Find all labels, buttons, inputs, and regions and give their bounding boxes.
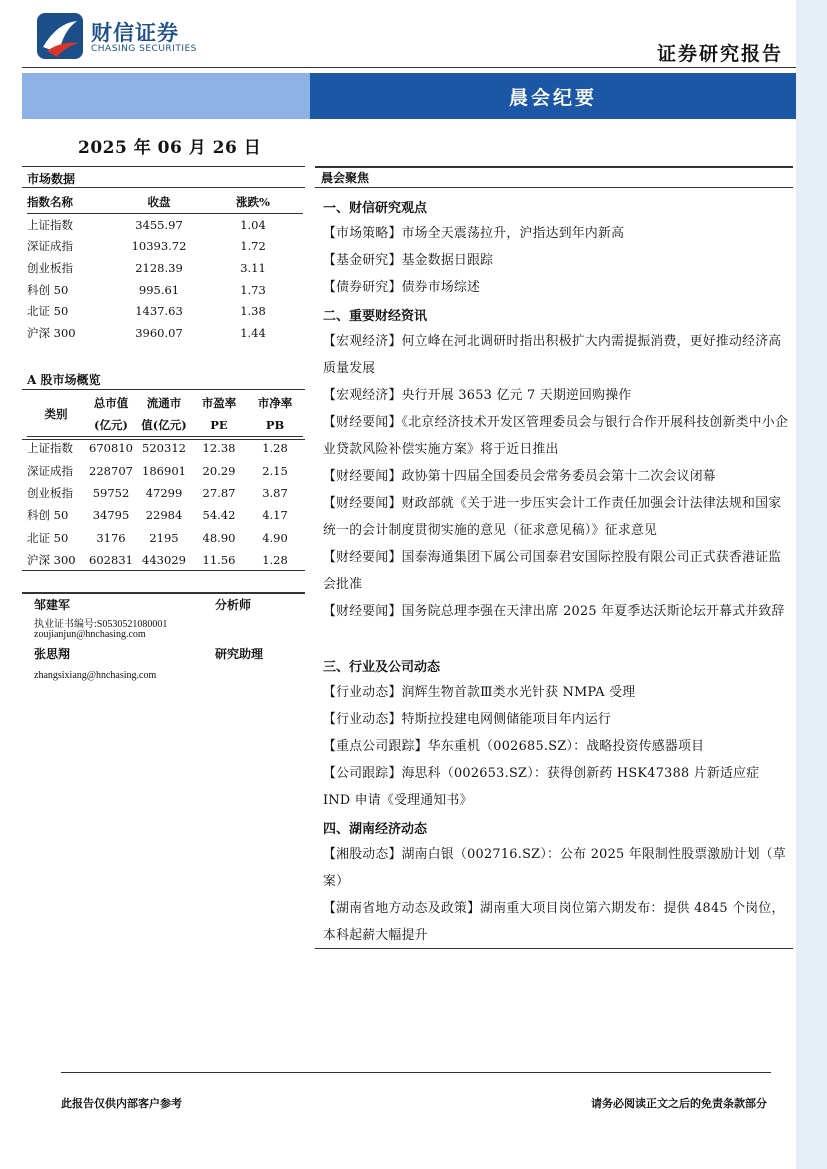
banner-left-block — [22, 73, 310, 119]
focus-section-heading: 四、湖南经济动态 — [323, 822, 428, 837]
analyst-role: 分析师 — [215, 598, 252, 612]
table-row — [27, 214, 303, 236]
title-banner — [22, 73, 796, 119]
column-header: 市净率 PB — [257, 396, 293, 432]
table-cell: 1.28 — [262, 441, 288, 456]
column-header: 收盘 — [115, 191, 203, 214]
table-row — [27, 482, 303, 504]
table-cell: 4.17 — [262, 508, 288, 523]
table-cell: 科创 50 — [27, 508, 69, 523]
assistant-role: 研究助理 — [215, 647, 264, 661]
divider — [22, 187, 305, 188]
table-row — [27, 322, 303, 344]
table-cell: 2128.39 — [135, 260, 183, 275]
table-cell: 北证 50 — [27, 530, 69, 545]
table-cell: 创业板指 — [27, 485, 73, 500]
footer-left-note: 此报告仅供内部客户参考 — [61, 1097, 182, 1110]
focus-item[interactable]: 【宏观经济】何立峰在河北调研时指出积极扩大内需提振消费，更好推动经济高质量发展 — [323, 334, 782, 376]
footer-right-note: 请务必阅读正文之后的免责条款部分 — [591, 1097, 767, 1110]
table-row — [27, 459, 303, 481]
table-cell: 186901 — [142, 463, 186, 478]
focus-item[interactable]: 【财经要闻】国务院总理李强在天津出席 2025 年夏季达沃斯论坛开幕式并致辞 — [323, 604, 785, 619]
analyst-email[interactable]: zoujianjun@hnchasing.com — [34, 629, 146, 640]
table-cell: 995.61 — [138, 282, 180, 297]
table-cell: 34795 — [92, 508, 130, 523]
table-row — [27, 257, 303, 279]
table-cell: 3.87 — [262, 485, 288, 500]
divider — [315, 166, 793, 168]
table-cell: 上证指数 — [27, 441, 73, 456]
table-cell: 1.73 — [240, 282, 266, 297]
table-row — [27, 279, 303, 301]
focus-item[interactable]: 【湘股动态】湖南白银（002716.SZ）：公布 2025 年限制性股票激励计划（草案） — [323, 847, 786, 889]
focus-item[interactable]: 【行业动态】特斯拉投建电网侧储能项目年内运行 — [323, 712, 612, 727]
focus-item[interactable]: 【基金研究】基金数据日跟踪 — [323, 253, 494, 268]
divider — [315, 948, 793, 949]
focus-item[interactable]: 【行业动态】润辉生物首款Ⅲ类水光针获 NMPA 受理 — [323, 685, 636, 700]
brand-name-en: CHASING SECURITIES — [91, 44, 197, 54]
table-row — [27, 236, 303, 258]
brand-name-cn: 财信证券 — [91, 21, 179, 45]
focus-item[interactable]: 【湖南省地方动态及政策】湖南重大项目岗位第六期发布：提供 4845 个岗位，本科起薪大幅提升 — [323, 901, 785, 943]
divider — [22, 570, 305, 571]
column-header: 类别 — [44, 407, 68, 421]
divider — [22, 166, 305, 167]
table-cell: 59752 — [92, 485, 130, 500]
table-cell: 1.44 — [240, 325, 266, 340]
a-share-table — [27, 392, 303, 571]
table-header-row — [27, 191, 303, 214]
table-cell: 11.56 — [202, 553, 236, 568]
table-header-row — [27, 392, 303, 437]
page-side-strip — [796, 0, 827, 1169]
focus-item[interactable]: 【重点公司跟踪】华东重机（002685.SZ）：战略投资传感器项目 — [323, 739, 705, 754]
market-data-table — [27, 191, 303, 344]
focus-item[interactable]: 【财经要闻】财政部就《关于进一步压实会计工作责任加强会计法律法规和国家统一的会计制度贯彻实施的意见（征求意见稿）》征求意见 — [323, 496, 782, 538]
assistant-name: 张思翔 — [34, 647, 71, 661]
table-row — [27, 504, 303, 526]
table-cell: 科创 50 — [27, 282, 69, 297]
divider — [22, 439, 305, 440]
a-share-title: A 股市场概览 — [27, 373, 101, 387]
column-header: 涨跌% — [203, 191, 303, 214]
divider — [22, 389, 305, 390]
focus-item[interactable]: 【财经要闻】国泰海通集团下属公司国泰君安国际控股有限公司正式获香港证监会批准 — [323, 550, 782, 592]
company-logo — [37, 13, 247, 61]
table-cell: 4.90 — [262, 530, 288, 545]
analyst-license: 执业证书编号:S0530521080001 — [34, 619, 168, 630]
table-cell: 1.04 — [240, 217, 266, 232]
column-header: 指数名称 — [27, 191, 115, 214]
focus-item[interactable]: 【债券研究】债券市场综述 — [323, 280, 481, 295]
table-cell: 10393.72 — [131, 239, 187, 254]
footer-divider — [61, 1072, 771, 1073]
report-type: 证券研究报告 — [656, 43, 783, 65]
focus-item[interactable]: 【宏观经济】央行开展 3653 亿元 7 天期逆回购操作 — [323, 388, 632, 403]
table-cell: 47299 — [145, 485, 183, 500]
table-cell: 48.90 — [202, 530, 236, 545]
table-cell: 上证指数 — [27, 217, 73, 232]
table-cell: 443029 — [142, 553, 186, 568]
table-cell: 2195 — [149, 530, 179, 545]
column-header: 市盈率 PE — [201, 396, 237, 432]
table-cell: 创业板指 — [27, 260, 73, 275]
column-header: 总市值 (亿元) — [93, 396, 129, 432]
focus-item[interactable]: 【财经要闻】《北京经济技术开发区管理委员会与银行合作开展科技创新类中小企业贷款风险补偿实施方案》将于近日推出 — [323, 415, 789, 457]
table-cell: 深证成指 — [27, 239, 73, 254]
table-cell: 沪深 300 — [27, 325, 76, 340]
logo-mark-icon — [37, 13, 83, 59]
table-row — [27, 549, 303, 571]
focus-item[interactable]: 【财经要闻】政协第十四届全国委员会常务委员会第十二次会议闭幕 — [323, 469, 716, 484]
table-cell: 54.42 — [202, 508, 236, 523]
report-date: 2025 年 06 月 26 日 — [78, 138, 262, 158]
table-cell: 1.38 — [240, 304, 266, 319]
focus-section-heading: 一、财信研究观点 — [323, 201, 428, 216]
table-cell: 3176 — [96, 530, 126, 545]
table-cell: 22984 — [145, 508, 183, 523]
focus-item[interactable]: 【公司跟踪】海思科（002653.SZ）：获得创新药 HSK47388 片新适应症 IND 申请《受理通知书》 — [323, 766, 760, 808]
table-row — [27, 527, 303, 549]
table-cell: 1.28 — [262, 553, 288, 568]
divider — [22, 592, 305, 594]
assistant-email[interactable]: zhangsixiang@hnchasing.com — [34, 670, 157, 681]
table-cell: 3.11 — [240, 260, 266, 275]
focus-section-heading: 二、重要财经资讯 — [323, 309, 428, 324]
table-cell: 228707 — [89, 463, 133, 478]
table-cell: 520312 — [142, 441, 186, 456]
table-cell: 1437.63 — [135, 304, 183, 319]
table-cell: 602831 — [89, 553, 133, 568]
table-cell: 2.15 — [262, 463, 288, 478]
table-cell: 3960.07 — [135, 325, 183, 340]
table-cell: 12.38 — [202, 441, 236, 456]
table-cell: 沪深 300 — [27, 553, 76, 568]
header-divider — [22, 67, 796, 68]
table-cell: 深证成指 — [27, 463, 73, 478]
column-header: 流通市 值(亿元) — [141, 396, 187, 432]
table-cell: 27.87 — [202, 485, 236, 500]
analyst-name: 邹建军 — [34, 598, 71, 612]
table-cell: 北证 50 — [27, 304, 69, 319]
table-cell: 1.72 — [240, 239, 266, 254]
focus-section-heading: 三、行业及公司动态 — [323, 660, 441, 675]
market-data-title: 市场数据 — [27, 172, 76, 186]
divider — [315, 187, 793, 188]
table-cell: 20.29 — [202, 463, 236, 478]
table-cell: 3455.97 — [135, 217, 183, 232]
focus-item[interactable]: 【市场策略】市场全天震荡拉升，沪指达到年内新高 — [323, 226, 625, 241]
table-cell: 670810 — [89, 441, 133, 456]
focus-title: 晨会聚焦 — [321, 171, 370, 185]
banner-title: 晨会纪要 — [310, 73, 796, 119]
table-row — [27, 300, 303, 322]
